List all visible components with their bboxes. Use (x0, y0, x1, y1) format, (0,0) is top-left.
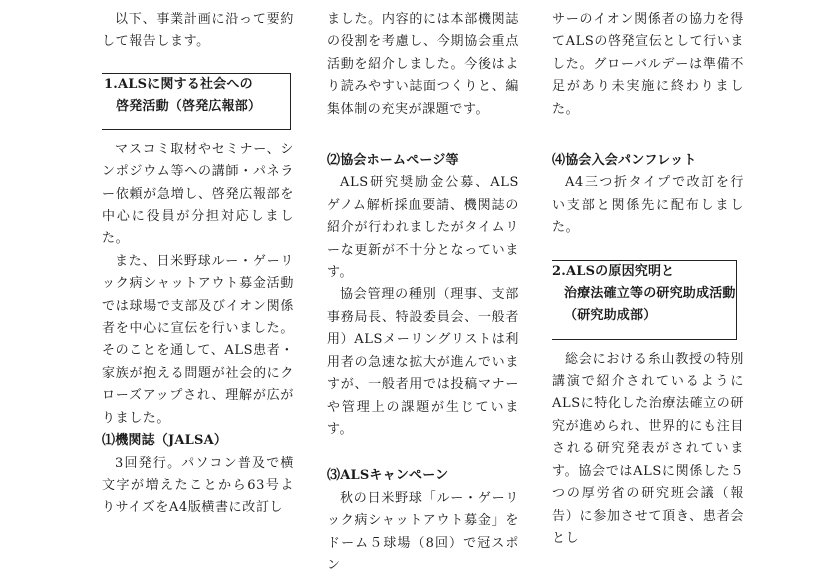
heading-campaign: ⑶ALSキャンペーン (327, 468, 449, 484)
intro-paragraph: 以下、事業計画に沿って要約して報告します。 (102, 12, 294, 50)
section-2-heading-box (552, 260, 737, 340)
heading-pamphlet: ⑷協会入会パンフレット (552, 153, 697, 169)
homepage-paragraph-1: ALS研究奨励金公募、ALSゲノム解析採血要請、機関誌の紹介が行われましたがタイムリーな更新が不十分となっています。 (327, 175, 519, 281)
heading-homepage: ⑵協会ホームページ等 (327, 153, 459, 169)
column-2 (327, 0, 519, 577)
section-2-title-line2: 治療法確立等の研究助成活動 (564, 285, 736, 301)
section-2-paragraph: 総会における糸山教授の特別講演で紹介されているようにALSに特化した治療法確立の研究が進められ、世界的にも注目される研究発表がされています。協会ではALSに関係した５つの厚労省の研究班会議（報告）に参加させて頂き、患者会とし (552, 351, 744, 546)
heading-jalsa: ⑴機関誌（JALSA） (102, 433, 228, 449)
section-1-paragraph-1: マスコミ取材やセミナー、シンポジウム等への講師・パネラー依頼が急増し、啓発広報部を中心に役員が分担対応しました。 (102, 141, 294, 247)
section-2-title-line3: （研究助成部） (564, 307, 657, 323)
section-1-title-line2: 啓発活動（啓発広報部） (116, 98, 262, 114)
jalsa-paragraph: 3回発行。パソコン普及で横文字が増えたことから63号よりサイズをA4版横書に改訂し (102, 455, 294, 516)
jalsa-paragraph-continued: ました。内容的には本部機関誌の役割を考慮し、今期協会重点活動を紹介しました。今後はより読みやすい誌面つくりと、編集体制の充実が課題です。 (327, 12, 519, 117)
section-2-title-line1: 2.ALSの原因究明と (552, 263, 675, 279)
section-1-title-line1: 1.ALSに関する社会への (104, 76, 253, 92)
section-1-paragraph-2: また、日米野球ルー・ゲーリック病シャットアウト募金活動では球場で支部及びイオン関係者を中心に宣伝を行いました。そのことを通して、ALS患者・家族が抱える問題が社会的にクローズアップされ、理解が広がりました。 (102, 253, 294, 426)
column-1 (102, 0, 294, 520)
homepage-paragraph-2: 協会管理の種別（理事、支部事務局長、特設委員会、一般者用）ALSメーリングリストは利用者の急速な拡大が進んでいますが、一般者用では投稿マナーや管理上の課題が生じています。 (327, 287, 519, 437)
campaign-paragraph: 秋の日米野球「ルー・ゲーリック病シャットアウト募金」をドーム５球場（8回）で冠スポン (327, 490, 519, 573)
pamphlet-paragraph: A4三つ折タイプで改訂を行い支部と関係先に配布しました。 (552, 175, 744, 236)
campaign-paragraph-continued: サーのイオン関係者の協力を得てALSの啓発宣伝として行いました。グローバルデーは準備不足があり未実施に終わりました。 (552, 12, 744, 117)
column-3 (552, 0, 744, 550)
section-1-heading-box (102, 73, 291, 130)
